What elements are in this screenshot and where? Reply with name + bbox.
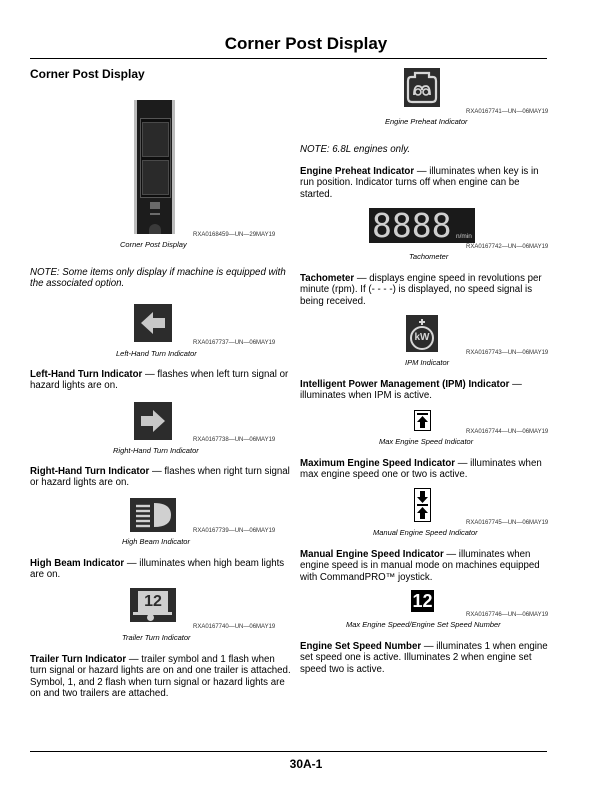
trailer-count-label: 12: [144, 593, 162, 610]
tachometer-digits: 8888: [372, 206, 452, 245]
tachometer-description: Tachometer — displays engine speed in revolutions per minute (rpm). If (- - - -) is displayed, no speed signal is being received.: [300, 273, 542, 307]
equipment-note: NOTE: Some items only display if machine is equipped with the associated option.: [30, 267, 286, 290]
page-number: 30A-1: [289, 757, 323, 771]
tachometer-unit: n/min: [456, 233, 472, 240]
preheat-description: Engine Preheat Indicator — illuminates when key is in run position. Indicator turns off when engine can be started.: [300, 166, 539, 200]
figure-caption: Manual Engine Speed Indicator: [373, 528, 478, 537]
left-arrow-icon: [134, 304, 172, 342]
figure-caption: Max Engine Speed Indicator: [379, 437, 474, 446]
left-turn-description: Left-Hand Turn Indicator — flashes when left turn signal or hazard lights are on.: [30, 369, 289, 392]
footer-rule: [30, 751, 547, 752]
figure-ref: RXA0167741—UN—06MAY19: [466, 109, 549, 115]
figure-ref: RXA0167743—UN—06MAY19: [466, 350, 549, 356]
engine-note: NOTE: 6.8L engines only.: [300, 144, 411, 155]
set-speed-number-icon: 12: [412, 591, 433, 611]
manual-speed-icon: [414, 488, 431, 522]
figure-caption: IPM Indicator: [405, 358, 450, 367]
figure-ref: RXA0167737—UN—06MAY19: [193, 340, 276, 346]
page-title: Corner Post Display: [224, 34, 388, 53]
figure-caption: Right-Hand Turn Indicator: [113, 446, 199, 455]
max-speed-description: Maximum Engine Speed Indicator — illuminates when max engine speed one or two is active.: [300, 458, 542, 481]
power-plus-icon: [406, 315, 438, 352]
figure-caption: Corner Post Display: [120, 240, 187, 249]
tachometer-display: [369, 208, 475, 243]
header-rule: [30, 58, 547, 59]
trailer-icon: [130, 588, 176, 622]
trailer-turn-description: Trailer Turn Indicator — trailer symbol and 1 flash when turn signal or hazard lights are on and one trailer is attached. Symbol, 1, and 2 flash when turn signal or hazard lights are on and two trailers are attached.: [30, 654, 291, 700]
figure-ref: RXA0167738—UN—06MAY19: [193, 437, 276, 443]
manual-speed-description: Manual Engine Speed Indicator — illuminates when engine speed is in manual mode on machines equipped with CommandPRO™ joystick.: [300, 549, 540, 583]
figure-caption: Trailer Turn Indicator: [122, 633, 191, 642]
figure-ref: RXA0167742—UN—06MAY19: [466, 244, 549, 250]
max-speed-icon: [414, 410, 431, 431]
figure-ref: RXA0168459—UN—29MAY19: [193, 232, 276, 238]
right-turn-description: Right-Hand Turn Indicator — flashes when right turn signal or hazard lights are on.: [30, 466, 290, 489]
corner-post-display-image: [134, 100, 175, 234]
figure-ref: RXA0167746—UN—06MAY19: [466, 612, 549, 618]
glow-plug-icon: [404, 68, 440, 107]
figure-caption: Max Engine Speed/Engine Set Speed Number: [346, 620, 501, 629]
figure-ref: RXA0167745—UN—06MAY19: [466, 520, 549, 526]
figure-ref: RXA0167744—UN—06MAY19: [466, 429, 549, 435]
high-beam-description: High Beam Indicator — illuminates when high beam lights are on.: [30, 558, 285, 581]
figure-caption: Left-Hand Turn Indicator: [116, 349, 197, 358]
figure-caption: Tachometer: [409, 252, 449, 261]
figure-ref: RXA0167740—UN—06MAY19: [193, 624, 276, 630]
set-speed-description: Engine Set Speed Number — illuminates 1 when engine set speed one is active. Illuminates 2 when engine set speed two is active.: [300, 641, 548, 675]
right-arrow-icon: [134, 402, 172, 440]
section-heading: Corner Post Display: [30, 67, 145, 81]
figure-caption: High Beam Indicator: [122, 537, 190, 546]
ipm-kw-label: kW: [414, 332, 430, 343]
ipm-description: Intelligent Power Management (IPM) Indicator — illuminates when IPM is active.: [300, 379, 522, 402]
high-beam-icon: [130, 498, 176, 532]
figure-caption: Engine Preheat Indicator: [385, 117, 468, 126]
figure-ref: RXA0167739—UN—06MAY19: [193, 528, 276, 534]
